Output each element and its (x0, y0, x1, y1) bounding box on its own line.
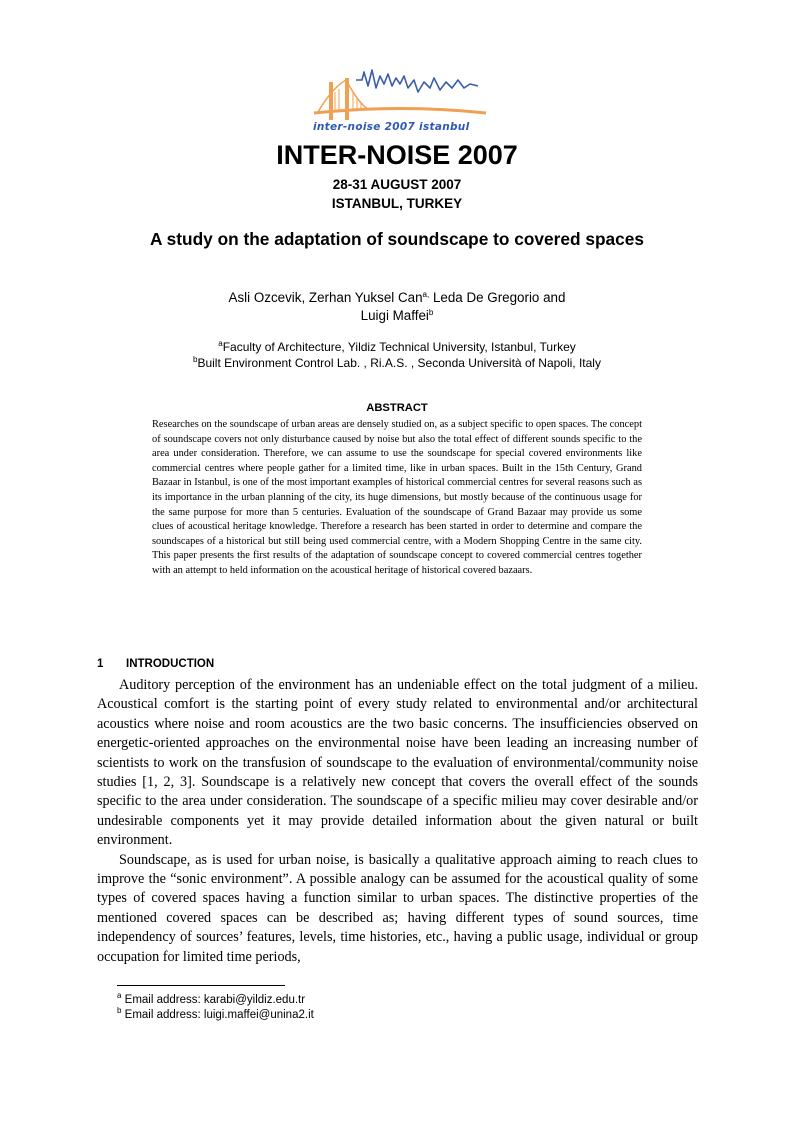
authors-part3: Luigi Maffei (360, 308, 429, 323)
bridge-cable (318, 80, 370, 112)
footnote-b (117, 1008, 314, 1023)
affiliations (0, 339, 794, 371)
section-title: INTRODUCTION (126, 658, 215, 670)
conference-location: ISTANBUL, TURKEY (331, 196, 463, 211)
conference-dates: 28-31 AUGUST 2007 (332, 177, 462, 192)
bridge-deck (314, 109, 486, 114)
affiliation-a-line (0, 339, 794, 355)
abstract-text: Researches on the soundscape of urban areas are densely studied on, as a subject specific to open spaces. The concept of soundscape covers not only disturbance caused by noise but also the total effect of different sounds specific to the area under consideration. Therefore, we can assume to use the soundscape for special covered environments like commercial centres where people gather for a limited time, like in urban spaces. Built in the 15th Century, Grand Bazaar in Istanbul, is one of the most important examples of historical commercial centres for several reasons such as its importance in the urban planning of the city, its huge dimensions, but mostly because of the continuous usage for the same purpose for more than 5 centuries. Evaluation of the soundscape of Grand Bazaar may provide us some clues of acoustical heritage knowledge. Therefore a research has been started in order to determine and compare the soundscapes of a historical but still being used commercial centre, with a Modern Shopping Centre in the same city. This paper presents the first results of the adaptation of soundscape concept to covered commercial centres together with an attempt to held information on the acoustical heritage of historical covered bazaars. (152, 419, 642, 576)
section-body (97, 676, 698, 967)
paper-title: A study on the adaptation of soundscape to covered spaces (150, 229, 644, 249)
affiliation-a: Faculty of Architecture, Yildiz Technical University, Istanbul, Turkey (222, 340, 576, 354)
section-number: 1 (97, 658, 104, 670)
authors-part2: Leda De Gregorio and (429, 290, 566, 305)
author-sup-b: b (428, 308, 434, 317)
footnote-a (117, 993, 314, 1008)
body-paragraph: Auditory perception of the environment has an undeniable effect on the total judgment of a milieu. Acoustical comfort is the starting point of every study related to environmental and/or architectural acoustics where noise and room acoustics are the two basic concerns. The insufficiencies observed on energetic-oriented approaches on the environmental noise have been leading an increasing number of scientists to work on the transfusion of soundscape to the evaluation of environmental/community noise studies [1, 2, 3]. Soundscape is a relatively new concept that covers the overall effect of the sounds specific to the area under consideration. The soundscape of a specific milieu may cover desirable and/or undesirable components yet it may provide detailed information about the given natural or built environment. (97, 677, 698, 849)
author-list (0, 289, 794, 325)
body-paragraph: Soundscape, as is used for urban noise, is basically a qualitative approach aiming to reach clues to improve the “sonic environment”. A possible analogy can be assumed for the acoustical quality of some types of covered spaces having a function similar to urban spaces. The distinctive properties of the mentioned covered spaces can be described as; having different types of sound sources, time independency of sources’ features, levels, time histories, etc., having a public usage, individual or group occupation for limited time periods, (97, 851, 698, 965)
footnote-mark-a: a (117, 991, 122, 1000)
logo-text: inter-noise 2007 istanbul (313, 121, 470, 133)
affiliation-a-mark: a (218, 339, 223, 348)
abstract-heading: ABSTRACT (366, 402, 428, 414)
affiliation-b: Built Environment Control Lab. , Ri.A.S. , Seconda Università of Napoli, Italy (197, 356, 601, 370)
bridge-tower-left (329, 82, 333, 120)
author-sup-a: a, (422, 290, 430, 299)
footnote-mark-b: b (117, 1006, 122, 1015)
footnote-separator (117, 985, 285, 986)
sound-wave-line (356, 70, 478, 92)
footnote-email-b: Email address: luigi.maffei@unina2.it (121, 1009, 314, 1021)
footnotes (117, 993, 314, 1023)
section-heading (97, 658, 214, 670)
conference-info (0, 175, 794, 213)
bridge-tower-right (345, 78, 349, 120)
affiliation-b-mark: b (193, 355, 198, 364)
footnote-email-a: Email address: karabi@yildiz.edu.tr (121, 994, 306, 1006)
authors-part1: Asli Ozcevik, Zerhan Yuksel Can (228, 290, 423, 305)
affiliation-b-line (0, 355, 794, 371)
conference-title: INTER-NOISE 2007 (276, 140, 518, 170)
